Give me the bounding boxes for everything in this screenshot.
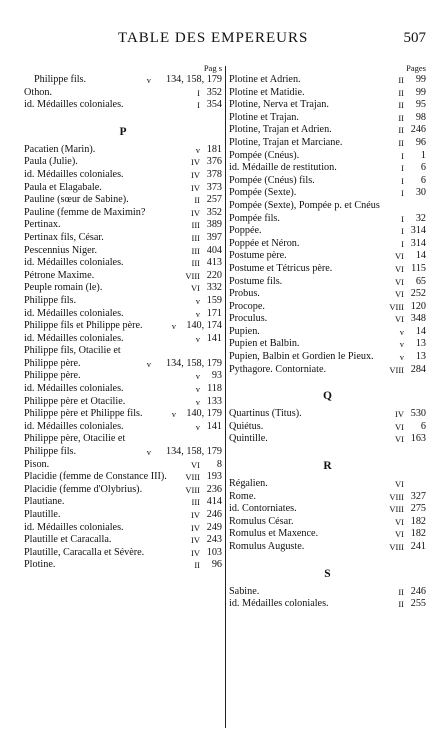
- index-entry: [24, 496, 222, 509]
- entry-name: Plotine et Adrien.: [229, 74, 301, 85]
- index-entry: [24, 308, 222, 321]
- index-entry: [24, 370, 222, 383]
- entry-name: id. Médailles coloniales.: [24, 420, 124, 432]
- page-reference: 14: [415, 325, 426, 337]
- entry-name: Pupien.: [229, 325, 260, 337]
- volume-number: v: [146, 358, 151, 369]
- index-entry: [229, 263, 426, 276]
- index-entry: [24, 232, 222, 245]
- index-entry: [229, 225, 426, 238]
- volume-number: I: [401, 163, 404, 174]
- page-reference: 134, 158, 179: [165, 357, 222, 369]
- page-reference: 413: [206, 257, 222, 269]
- page-reference: 220: [206, 269, 222, 281]
- entry-name: Plotine, Nerva et Trajan.: [229, 99, 329, 111]
- page-reference: 141: [206, 420, 222, 432]
- volume-number: VI: [395, 421, 404, 432]
- section-letter: S: [324, 567, 331, 580]
- section-letter: R: [323, 460, 332, 473]
- volume-number: I: [401, 226, 404, 237]
- index-entry: [24, 421, 222, 434]
- page-reference: 373: [206, 181, 222, 193]
- section-spacer: [229, 446, 426, 454]
- entry-name: Pompée (Cnéus) fils.: [229, 174, 315, 186]
- index-entry: [229, 408, 426, 421]
- index-entry: [24, 408, 222, 421]
- entry-name: Philippe fils.: [24, 294, 77, 306]
- index-entry: [24, 194, 222, 207]
- entry-name: Philippe fils, Otacilie et Philippe père.: [24, 345, 121, 369]
- volume-number: II: [398, 100, 404, 111]
- volume-number: VI: [395, 529, 404, 540]
- page-title: TABLE DES EMPEREURS: [118, 30, 309, 46]
- section-spacer: [229, 376, 426, 384]
- volume-number: VIII: [389, 301, 404, 312]
- index-entry: [229, 503, 426, 516]
- volume-number: III: [191, 220, 200, 231]
- volume-number: I: [401, 188, 404, 199]
- page-reference: 378: [206, 168, 222, 180]
- entry-name: Philippe père, Otacilie et Philippe fils.: [24, 433, 126, 458]
- index-entry: [229, 99, 426, 112]
- volume-number: III: [191, 232, 200, 243]
- page-reference: 8: [216, 458, 222, 470]
- volume-number: VI: [395, 314, 404, 325]
- page-reference: 6: [420, 420, 426, 432]
- entry-name: Plotine, Trajan et Adrien.: [229, 124, 332, 136]
- volume-number: I: [401, 238, 404, 249]
- section-letter: P: [119, 125, 127, 138]
- index-entry: [24, 169, 222, 182]
- volume-number: II: [398, 125, 404, 136]
- page-reference: 314: [410, 237, 426, 249]
- index-entry: [229, 288, 426, 301]
- page-reference: 352: [206, 86, 222, 98]
- entry-name: Othon.: [24, 86, 53, 98]
- volume-number: I: [401, 150, 404, 161]
- volume-number: v: [399, 339, 404, 350]
- page-reference: 96: [415, 136, 426, 148]
- entry-name: Quintille.: [229, 433, 268, 445]
- page-reference: 141: [206, 332, 222, 344]
- index-entry: [229, 276, 426, 289]
- index-entry: [24, 87, 222, 100]
- volume-number: VI: [191, 283, 200, 294]
- page-reference: 348: [410, 313, 426, 325]
- page-reference: 140, 174: [186, 320, 222, 332]
- volume-number: I: [401, 175, 404, 186]
- entry-name: Pupien et Balbin.: [229, 338, 300, 350]
- entry-name: Philippe fils et Philippe père.: [24, 320, 143, 332]
- entry-name: Philippe père et Philippe fils.: [24, 408, 143, 420]
- volume-number: VIII: [389, 504, 404, 515]
- column-header: Pag s: [203, 63, 222, 73]
- volume-number: II: [398, 87, 404, 98]
- index-entry: [24, 320, 222, 333]
- entry-name: Plautille et Caracalla.: [24, 534, 112, 546]
- index-entry: [24, 396, 222, 409]
- page-reference: 275: [410, 503, 426, 515]
- index-entry: [229, 187, 426, 200]
- page-reference: 120: [410, 300, 426, 312]
- page-reference: 530: [410, 408, 426, 420]
- volume-number: IV: [191, 535, 200, 546]
- entry-name: Plotine.: [24, 559, 56, 571]
- page-number: 507: [403, 30, 426, 46]
- volume-number: III: [191, 245, 200, 256]
- entry-name: Plotine et Trajan.: [229, 111, 299, 123]
- index-entry: [229, 364, 426, 377]
- index-entry: [229, 175, 426, 188]
- volume-number: II: [398, 112, 404, 123]
- page-reference: 115: [411, 262, 426, 274]
- index-entry: [24, 345, 222, 370]
- volume-number: I: [197, 100, 200, 111]
- page-reference: 389: [206, 219, 222, 231]
- page-reference: 13: [415, 351, 426, 363]
- volume-number: VIII: [389, 542, 404, 552]
- entry-name: id. Médailles coloniales.: [24, 383, 124, 395]
- volume-number: VI: [395, 479, 404, 490]
- entry-name: id. Médailles coloniales.: [24, 257, 124, 269]
- index-entry: [229, 421, 426, 434]
- page-reference: 354: [206, 99, 222, 111]
- entry-name: Pacatien (Marin).: [24, 143, 96, 155]
- entry-name: Plautille.: [24, 509, 61, 520]
- entry-name: Pison.: [24, 458, 50, 470]
- volume-number: IV: [191, 510, 200, 520]
- page-reference: 13: [415, 338, 426, 350]
- index-entry: [229, 338, 426, 351]
- volume-number: v: [195, 384, 200, 395]
- page-reference: 65: [415, 275, 426, 287]
- entry-name: Procope.: [229, 300, 265, 312]
- entry-name: id. Médailles coloniales.: [24, 521, 124, 533]
- entry-name: Philippe père et Otacilie.: [24, 395, 126, 407]
- volume-number: IV: [395, 409, 404, 420]
- index-entry: [24, 245, 222, 258]
- index-entry: [24, 219, 222, 232]
- page-reference: 332: [206, 282, 222, 294]
- page-reference: 93: [211, 370, 222, 382]
- volume-number: VIII: [185, 484, 200, 495]
- volume-number: VIII: [389, 491, 404, 502]
- entry-name: Romulus et Maxence.: [229, 528, 319, 540]
- volume-number: VI: [191, 459, 200, 470]
- volume-number: IV: [191, 182, 200, 193]
- page-reference: 32: [415, 212, 426, 224]
- index-entry: [229, 586, 426, 599]
- page-reference: 249: [206, 521, 222, 533]
- page-reference: 159: [206, 294, 222, 306]
- index-entry: [24, 534, 222, 547]
- index-entry: [229, 598, 426, 611]
- volume-number: v: [399, 352, 404, 363]
- volume-number: VI: [395, 263, 404, 274]
- entry-name: Pompée (Sexte).: [229, 187, 297, 199]
- entry-name: Philippe fils.: [34, 74, 87, 85]
- entry-name: Peuple romain (le).: [24, 282, 103, 294]
- page-reference: 6: [420, 162, 426, 174]
- volume-number: I: [401, 213, 404, 224]
- entry-name: Poppée.: [229, 225, 262, 237]
- index-entry: [229, 326, 426, 339]
- page-header: [0, 30, 446, 48]
- entry-name: Régalien.: [229, 478, 268, 490]
- page-reference: 243: [206, 534, 222, 546]
- volume-number: IV: [191, 207, 200, 218]
- index-entry: [24, 522, 222, 535]
- entry-name: Sabine.: [229, 585, 260, 597]
- entry-name: Pythagore. Contorniate.: [229, 363, 327, 375]
- entry-name: Postume père.: [229, 250, 287, 262]
- index-entry: [24, 459, 222, 472]
- index-entry: [229, 150, 426, 163]
- page-reference: 376: [206, 156, 222, 168]
- page-reference: 103: [206, 546, 222, 558]
- volume-number: II: [398, 586, 404, 597]
- index-entry: [229, 491, 426, 504]
- entry-name: Pauline (sœur de Sabine).: [24, 194, 129, 206]
- volume-number: IV: [191, 169, 200, 180]
- entry-name: Placidie (femme de Constance III).: [24, 471, 167, 483]
- page-reference: 95: [415, 99, 426, 111]
- index-entry: [229, 74, 426, 87]
- page-reference: 236: [206, 483, 222, 495]
- page-reference: 246: [410, 124, 426, 136]
- index-entry: [24, 383, 222, 396]
- entry-name: Postume et Tétricus père.: [229, 262, 333, 274]
- index-entry: [24, 207, 222, 220]
- index-entry: [229, 137, 426, 150]
- entry-name: Placidie (femme d'Olybrius).: [24, 483, 143, 495]
- index-entry: [24, 333, 222, 346]
- index-entry: [229, 351, 426, 364]
- left-column: [24, 62, 222, 572]
- volume-number: IV: [191, 547, 200, 558]
- volume-number: VI: [395, 434, 404, 445]
- entry-name: id. Médailles coloniales.: [24, 168, 124, 180]
- entry-name: id. Contorniates.: [229, 503, 297, 515]
- volume-number: v: [195, 295, 200, 306]
- entry-name: Pompée (Sexte), Pompée p. et Cnéus Pompée fils.: [229, 199, 380, 224]
- page-reference: 241: [410, 541, 426, 552]
- page-reference: 140, 179: [186, 408, 222, 420]
- volume-number: IV: [191, 157, 200, 168]
- page-reference: 171: [206, 307, 222, 319]
- entry-name: id. Médailles coloniales.: [24, 99, 124, 111]
- page-reference: 98: [415, 111, 426, 123]
- page-reference: 182: [410, 515, 426, 527]
- entry-name: Rome.: [229, 490, 256, 502]
- page-reference: 1: [420, 149, 426, 161]
- entry-name: Probus.: [229, 288, 260, 300]
- entry-name: Paula (Julie).: [24, 156, 78, 168]
- page-reference: 30: [415, 187, 426, 199]
- column-divider: [225, 66, 226, 728]
- entry-name: Proculus.: [229, 313, 268, 325]
- volume-number: v: [146, 75, 151, 85]
- volume-number: v: [195, 144, 200, 155]
- page-reference: 6: [420, 174, 426, 186]
- volume-number: v: [195, 308, 200, 319]
- page-reference: 246: [410, 585, 426, 597]
- page-reference: 163: [410, 433, 426, 445]
- index-entry: [24, 282, 222, 295]
- page-reference: 404: [206, 244, 222, 256]
- volume-number: v: [195, 421, 200, 432]
- page-reference: 284: [410, 363, 426, 375]
- page-reference: 14: [415, 250, 426, 262]
- entry-name: Postume fils.: [229, 275, 283, 287]
- page-reference: 255: [410, 598, 426, 610]
- volume-number: v: [171, 409, 176, 420]
- volume-number: VI: [395, 276, 404, 287]
- volume-number: II: [194, 560, 200, 571]
- index-entry: [24, 257, 222, 270]
- index-entry: [229, 313, 426, 326]
- index-entry: [24, 509, 222, 522]
- page-reference: 327: [410, 490, 426, 502]
- volume-number: II: [398, 599, 404, 610]
- entry-name: id. Médailles coloniales.: [229, 598, 329, 610]
- index-entry: [24, 182, 222, 195]
- index-entry: [24, 471, 222, 484]
- index-entry: [229, 238, 426, 251]
- entry-name: Quiétus.: [229, 420, 264, 432]
- section-spacer: [24, 112, 222, 120]
- page-reference: 134, 158, 179: [165, 74, 222, 85]
- entry-name: Philippe père.: [24, 370, 81, 382]
- page-reference: 352: [206, 206, 222, 218]
- entry-name: Pertinax fils, César.: [24, 231, 104, 243]
- entry-name: Pescennius Niger.: [24, 244, 97, 256]
- volume-number: VIII: [185, 472, 200, 483]
- page-reference: 99: [415, 86, 426, 98]
- page-reference: 133: [206, 395, 222, 407]
- index-entry: [24, 547, 222, 560]
- volume-number: VI: [395, 516, 404, 527]
- volume-number: VI: [395, 251, 404, 262]
- right-column: [229, 62, 426, 611]
- page-reference: 246: [206, 509, 222, 520]
- page-reference: 96: [211, 559, 222, 571]
- entry-name: Plotine, Trajan et Marciane.: [229, 136, 343, 148]
- page-reference: 99: [415, 74, 426, 85]
- index-entry: [24, 156, 222, 169]
- page-reference: 257: [206, 194, 222, 206]
- index-entry: [229, 516, 426, 529]
- entry-name: Quartinus (Titus).: [229, 408, 302, 420]
- index-entry: [229, 433, 426, 446]
- index-entry: [24, 295, 222, 308]
- page-reference: 193: [206, 471, 222, 483]
- volume-number: II: [398, 137, 404, 148]
- entry-name: Poppée et Néron.: [229, 237, 300, 249]
- volume-number: v: [195, 371, 200, 382]
- index-entry: [229, 250, 426, 263]
- volume-number: VIII: [389, 364, 404, 375]
- page-reference: 182: [410, 528, 426, 540]
- entry-name: id. Médaille de restitution.: [229, 162, 337, 174]
- volume-number: III: [191, 497, 200, 508]
- index-entry: [229, 87, 426, 100]
- index-entry: [24, 433, 222, 458]
- entry-name: Pauline (femme de Maximin?: [24, 206, 146, 218]
- page-reference: 397: [206, 231, 222, 243]
- entry-name: Paula et Elagabale.: [24, 181, 102, 193]
- volume-number: v: [399, 326, 404, 337]
- volume-number: v: [146, 447, 151, 458]
- page-reference: 181: [206, 143, 222, 155]
- section-letter: Q: [323, 390, 332, 403]
- page-reference: 118: [207, 383, 222, 395]
- page-reference: 314: [410, 225, 426, 237]
- entry-name: Romulus César.: [229, 515, 294, 527]
- index-entry: [229, 301, 426, 314]
- page-reference: 414: [206, 496, 222, 508]
- index-entry: [229, 478, 426, 491]
- volume-number: IV: [191, 522, 200, 533]
- entry-name: Plotine et Matidie.: [229, 86, 305, 98]
- entry-name: Plautille, Caracalla et Sévère.: [24, 546, 145, 558]
- volume-number: v: [195, 333, 200, 344]
- index-entry: [229, 528, 426, 541]
- entry-name: Plautiane.: [24, 496, 65, 508]
- index-entry: [229, 162, 426, 175]
- index-entry: [229, 541, 426, 554]
- volume-number: II: [398, 75, 404, 85]
- index-entry: [24, 559, 222, 572]
- entry-name: Pertinax.: [24, 219, 61, 231]
- volume-number: I: [197, 87, 200, 98]
- volume-number: VIII: [185, 270, 200, 281]
- index-entry: [24, 74, 222, 87]
- index-entry: [24, 144, 222, 157]
- index-entry: [229, 124, 426, 137]
- entry-name: Pupien, Balbin et Gordien le Pieux.: [229, 351, 374, 363]
- index-entry: [24, 270, 222, 283]
- entry-name: Pétrone Maxime.: [24, 269, 95, 281]
- index-entry: [229, 112, 426, 125]
- volume-number: VI: [395, 289, 404, 300]
- index-entry: [24, 99, 222, 112]
- page-reference: 252: [410, 288, 426, 300]
- page-reference: 134, 158, 179: [165, 446, 222, 458]
- volume-number: II: [194, 195, 200, 206]
- entry-name: id. Médailles coloniales.: [24, 332, 124, 344]
- index-entry: [24, 484, 222, 497]
- volume-number: v: [171, 321, 176, 332]
- entry-name: Romulus Auguste.: [229, 541, 305, 552]
- column-header: Pages: [406, 63, 426, 73]
- entry-name: Pompée (Cnéus).: [229, 149, 300, 161]
- section-spacer: [229, 554, 426, 562]
- volume-number: III: [191, 258, 200, 269]
- index-entry: [229, 200, 426, 225]
- volume-number: v: [195, 396, 200, 407]
- entry-name: id. Médailles coloniales.: [24, 307, 124, 319]
